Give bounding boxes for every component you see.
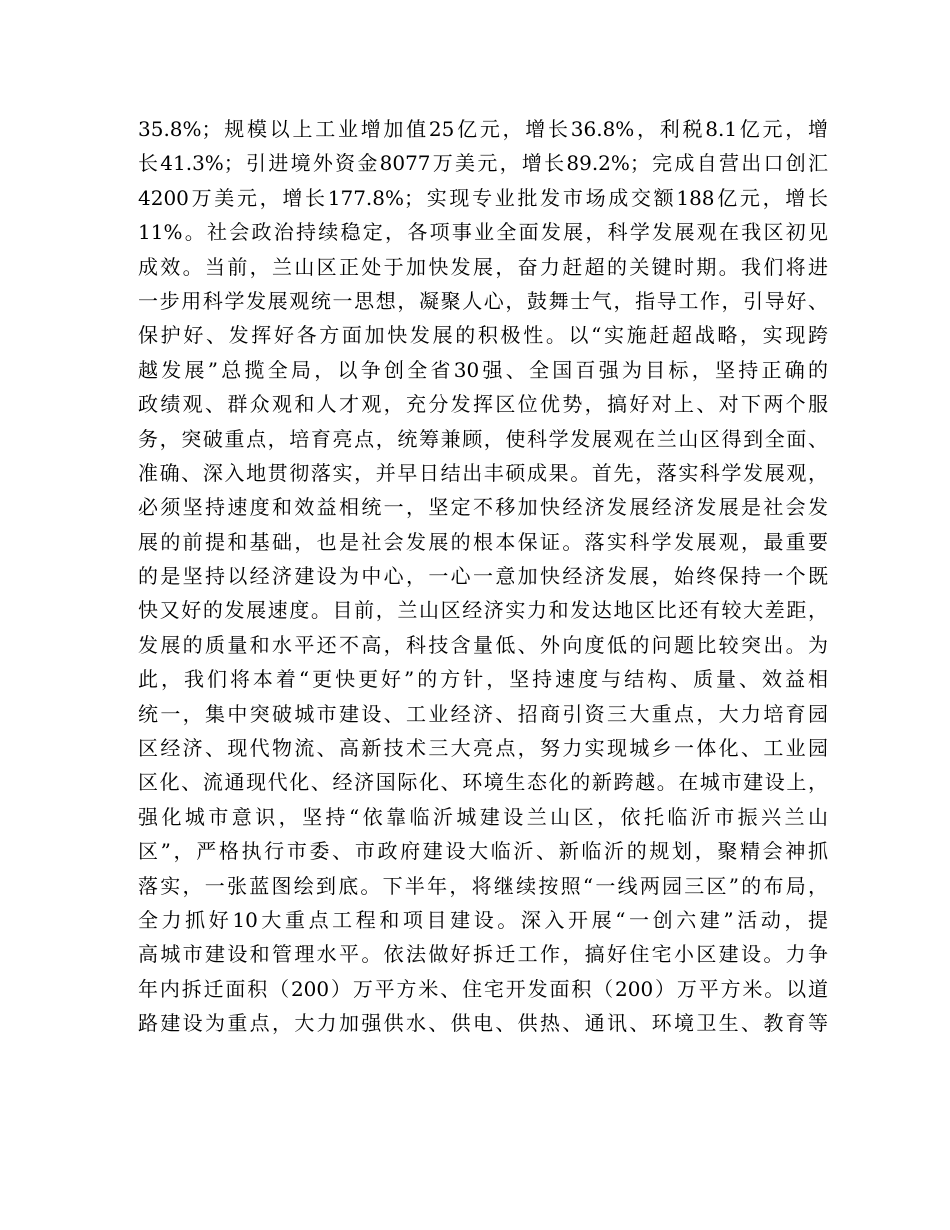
text-line: 4200万美元，增长177.8%；实现专业批发市场成交额188亿元，增长 xyxy=(138,185,828,210)
text-line: 区经济、现代物流、高新技术三大亮点，努力实现城乡一体化、工业园 xyxy=(138,736,828,761)
text-line: 年内拆迁面积（200）万平方米、住宅开发面积（200）万平方米。以道 xyxy=(138,976,828,1001)
text-line: 强化城市意识，坚持“依靠临沂城建设兰山区，依托临沂市振兴兰山 xyxy=(138,804,828,829)
text-line: 政绩观、群众观和人才观，充分发挥区位优势，搞好对上、对下两个服 xyxy=(138,392,828,417)
text-line: 长41.3%；引进境外资金8077万美元，增长89.2%；完成自营出口创汇 xyxy=(138,151,828,176)
text-line: 35.8%；规模以上工业增加值25亿元，增长36.8%，利税8.1亿元，增 xyxy=(138,117,828,141)
text-line: 成效。当前，兰山区正处于加快发展，奋力赶超的关键时期。我们将进 xyxy=(138,254,828,279)
text-line: 高城市建设和管理水平。依法做好拆迁工作，搞好住宅小区建设。力争 xyxy=(138,942,828,967)
text-line: 保护好、发挥好各方面加快发展的积极性。以“实施赶超战略，实现跨 xyxy=(138,323,828,348)
text-line: 发展的质量和水平还不高，科技含量低、外向度低的问题比较突出。为 xyxy=(138,632,828,657)
text-line: 一步用科学发展观统一思想，凝聚人心，鼓舞士气，指导工作，引导好、 xyxy=(138,288,828,313)
text-line: 越发展”总揽全局，以争创全省30强、全国百强为目标，坚持正确的 xyxy=(138,357,828,382)
text-line: 快又好的发展速度。目前，兰山区经济实力和发达地区比还有较大差距， xyxy=(138,598,828,623)
text-line: 落实，一张蓝图绘到底。下半年，将继续按照“一线两园三区”的布局， xyxy=(138,873,828,898)
text-line: 务，突破重点，培育亮点，统筹兼顾，使科学发展观在兰山区得到全面、 xyxy=(138,426,828,451)
text-line: 区”，严格执行市委、市政府建设大临沂、新临沂的规划，聚精会神抓 xyxy=(138,839,828,864)
text-line: 路建设为重点，大力加强供水、供电、供热、通讯、环境卫生、教育等 xyxy=(138,1011,828,1036)
text-line: 区化、流通现代化、经济国际化、环境生态化的新跨越。在城市建设上， xyxy=(138,770,828,795)
text-line: 必须坚持速度和效益相统一，坚定不移加快经济发展经济发展是社会发 xyxy=(138,495,828,520)
text-line: 的是坚持以经济建设为中心，一心一意加快经济发展，始终保持一个既 xyxy=(138,564,828,589)
text-line: 11%。社会政治持续稳定，各项事业全面发展，科学发展观在我区初见 xyxy=(138,220,828,245)
text-line: 展的前提和基础，也是社会发展的根本保证。落实科学发展观，最重要 xyxy=(138,529,828,554)
text-line: 全力抓好10大重点工程和项目建设。深入开展“一创六建”活动，提 xyxy=(138,907,828,932)
text-line: 准确、深入地贯彻落实，并早日结出丰硕成果。首先，落实科学发展观， xyxy=(138,460,828,485)
text-line: 统一，集中突破城市建设、工业经济、招商引资三大重点，大力培育园 xyxy=(138,701,828,726)
body-paragraph xyxy=(138,112,828,1041)
text-line: 此，我们将本着“更快更好”的方针，坚持速度与结构、质量、效益相 xyxy=(138,667,828,692)
